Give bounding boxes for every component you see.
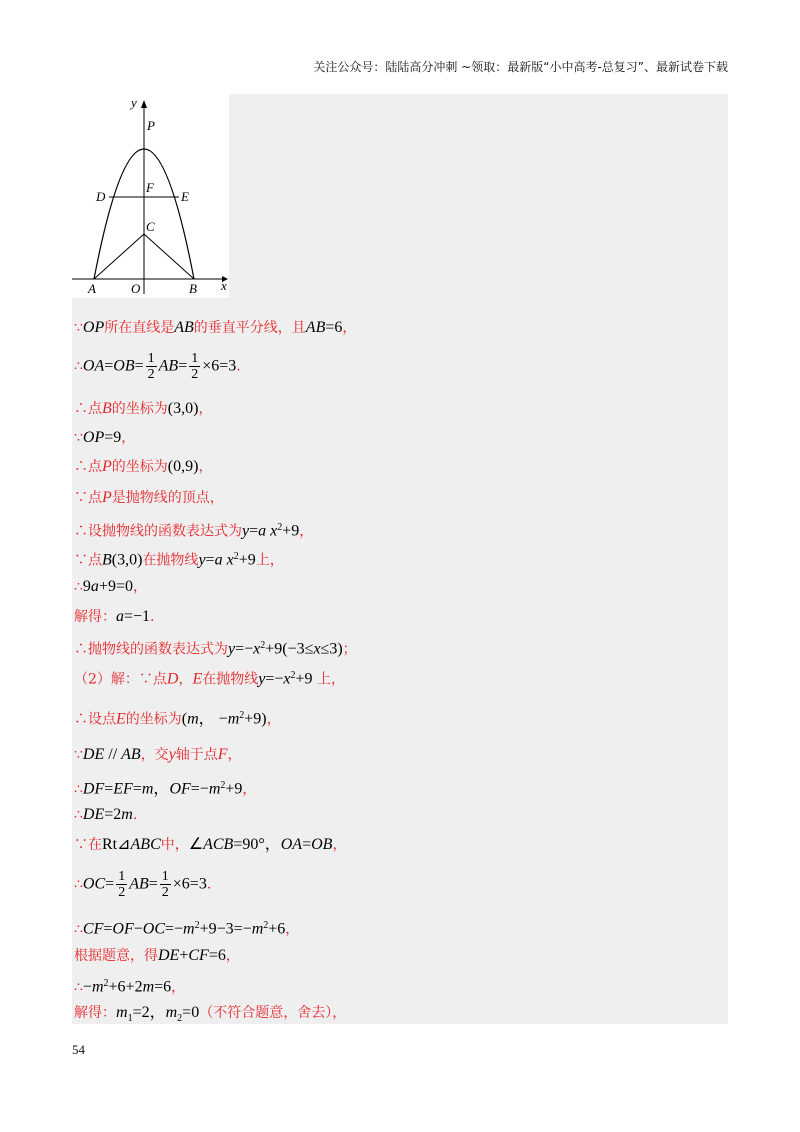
page-header: 关注公众号：陆陆高分冲刺 ~领取：最新版“小中高考-总复习”、最新试卷下载	[313, 60, 728, 74]
solution-content	[72, 94, 728, 1024]
label-C: C	[146, 219, 155, 234]
label-x: x	[221, 278, 227, 293]
solution-line-9: ∴9a+9=0，	[74, 578, 147, 595]
page-number: 54	[72, 1042, 85, 1057]
solution-line-6: ∵点P是抛物线的顶点，	[74, 489, 224, 506]
fraction-half: $\frac{1}{2}$	[191, 351, 199, 382]
label-E: E	[181, 189, 189, 204]
label-O: O	[131, 281, 141, 296]
solution-line-3: ∴点B的坐标为(3,0)，	[74, 400, 213, 417]
label-y: y	[131, 95, 137, 110]
parabola-figure	[72, 94, 229, 298]
solution-line-16: ∴DE=2m.	[74, 806, 138, 823]
label-B: B	[189, 281, 197, 296]
solution-line-22: 解得：$m_1=2$，$m_2=0$（不符合题意，舍去），	[74, 1004, 347, 1024]
solution-line-1: ∵OP所在直线是AB的垂直平分线，且AB=6，	[74, 319, 357, 336]
solution-line-20: 根据题意，得DE+CF=6，	[74, 947, 240, 964]
solution-line-18: ∴OC= $\frac{1}{2}$ AB= $\frac{1}{2}$ ×6=3.	[74, 869, 212, 900]
solution-line-5: ∴点P的坐标为(0,9)，	[74, 458, 213, 475]
solution-line-15: ∴DF=EF=m，$OF=-m^2+9$，	[74, 780, 257, 798]
label-F: F	[146, 180, 154, 195]
solution-line-14: ∵DE // AB，交y轴于点F，	[74, 746, 242, 763]
fraction-half: $\frac{1}{2}$	[118, 869, 126, 900]
label-D: D	[96, 189, 106, 204]
solution-line-8: ∵点B(3,0)在抛物线y=a $x^2+9$上，	[74, 551, 284, 569]
solution-line-4: ∵OP=9，	[74, 429, 136, 446]
parabola-diagram	[72, 94, 229, 298]
fraction-half: $\frac{1}{2}$	[161, 869, 169, 900]
solution-line-11: ∴抛物线的函数表达式为$y=-x^2+9(-3\le x\le 3)$；	[74, 640, 357, 658]
solution-line-10: 解得：a=−1.	[74, 608, 155, 625]
solution-line-17: ∵在Rt⊿ABC中，∠ACB=90°，OA=OB，	[74, 836, 347, 853]
solution-line-12: （2）解：∵点D，E在抛物线$y=-x^2+9$ 上，	[74, 670, 346, 688]
solution-line-13: ∴设点E的坐标为(m， $-m^2+9$)，	[74, 710, 281, 728]
solution-line-7: ∴设抛物线的函数表达式为y=a $x^2+9$，	[74, 522, 314, 540]
solution-line-19: $\therefore CF=OF-OC=-m^2+9-3=-m^2+6$，	[74, 920, 300, 938]
label-A: A	[88, 281, 96, 296]
solution-line-2: ∴OA=OB= $\frac{1}{2}$ AB= $\frac{1}{2}$ ×6=3.	[74, 351, 241, 382]
label-P: P	[147, 118, 155, 133]
fraction-half: $\frac{1}{2}$	[147, 351, 155, 382]
solution-line-21: $\therefore-m^2+6+2m=6$，	[74, 978, 186, 996]
